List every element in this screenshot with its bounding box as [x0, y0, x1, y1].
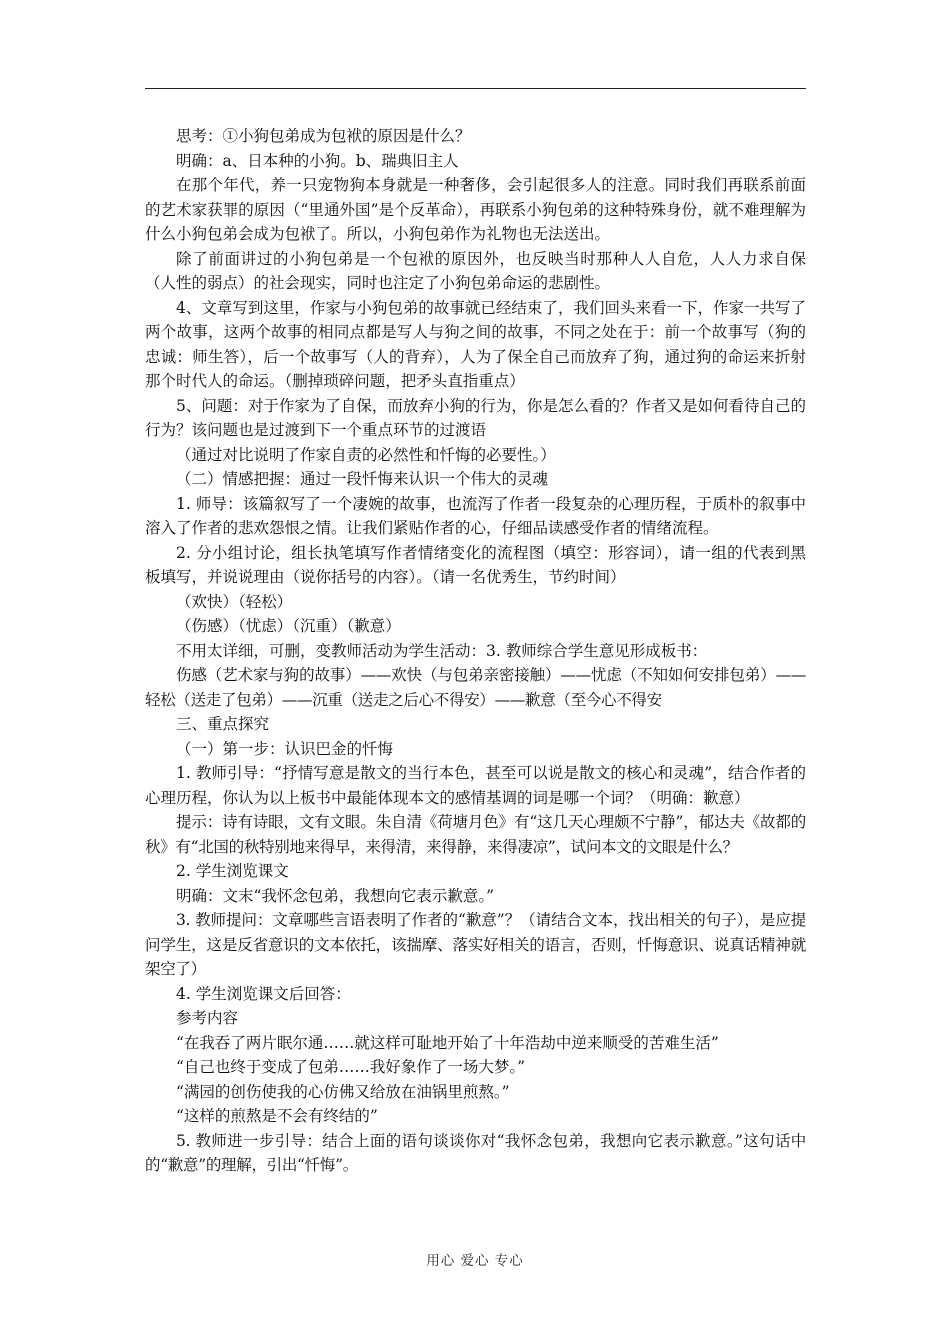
paragraph: 提示：诗有诗眼，文有文眼。朱自清《荷塘月色》有“这几天心理颇不宁静”，郁达夫《故都的秋》有“北国的秋特别地来得早，来得清，来得静，来得凄凉”，试问本文的文眼是什么？ — [145, 813, 806, 856]
paragraph: 2. 学生浏览课文 — [176, 862, 289, 880]
paragraph: 5、问题：对于作家为了自保，而放弃小狗的行为，你是怎么看的？作者又是如何看待自己的行为？该问题也是过渡到下一个重点环节的过渡语 — [145, 396, 806, 439]
quote-line: “这样的煎熬是不会有终结的” — [176, 1107, 378, 1125]
paragraph: 2. 分小组讨论，组长执笔填写作者情绪变化的流程图（填空：形容词），请一组的代表到黑板填写，并说说理由（说你括号的内容）。（请一名优秀生，节约时间） — [145, 543, 806, 586]
paragraph: 1. 教师引导：“抒情写意是散文的当行本色，甚至可以说是散文的核心和灵魂”，结合作者的心理历程，你认为以上板书中最能体现本文的感情基调的词是哪一个词？（明确：歉意） — [145, 764, 806, 807]
paragraph: （伤感）（忧虑）（沉重）（歉意） — [176, 617, 401, 635]
paragraph: 参考内容 — [176, 1009, 239, 1027]
paragraph: 4、文章写到这里，作家与小狗包弟的故事就已经结束了，我们回头来看一下，作家一共写了两个故事，这两个故事的相同点都是写人与狗之间的故事，不同之处在于：前一个故事写（狗的忠诚：师生答），后一个故事写（人的背弃），人为了保全自己而放弃了狗，通过狗的命运来折射那个时代人的命运。（删掉琐碎问题，把矛头直指重点） — [145, 298, 806, 390]
paragraph: 明确：a、日本种的小狗。b、瑞典旧主人 — [176, 151, 459, 170]
paragraph: 1. 师导：该篇叙写了一个凄婉的故事，也流泻了作者一段复杂的心理历程，于质朴的叙事中溶入了作者的悲欢怨恨之情。让我们紧贴作者的心，仔细品读感受作者的情绪流程。 — [145, 494, 806, 537]
quote-line: “满园的创伤使我的心仿佛又给放在油锅里煎熬。” — [176, 1082, 510, 1101]
paragraph: 明确：文末“我怀念包弟，我想向它表示歉意。” — [176, 886, 495, 905]
paragraph: 除了前面讲过的小狗包弟是一个包袱的原因外，也反映当时那种人人自危，人人力求自保（人性的弱点）的社会现实，同时也注定了小狗包弟命运的悲剧性。 — [145, 249, 806, 292]
document-body — [145, 124, 806, 1178]
quote-line: “自己也终于变成了包弟……我好象作了一场大梦。” — [176, 1058, 526, 1076]
page-footer: 用心 爱心 专心 — [426, 1253, 524, 1269]
section-heading: 三、重点探究 — [176, 715, 270, 733]
paragraph: 5. 教师进一步引导：结合上面的语句谈谈你对“我怀念包弟，我想向它表示歉意。”这句话中的“歉意”的理解，引出“忏悔”。 — [145, 1131, 806, 1174]
paragraph: 伤感（艺术家与狗的故事）——欢快（与包弟亲密接触）——忧虑（不知如何安排包弟）——轻松（送走了包弟）——沉重（送走之后心不得安）——歉意（至今心不得安 — [145, 666, 806, 709]
section-heading: （二）情感把握：通过一段忏悔来认识一个伟大的灵魂 — [176, 470, 549, 488]
section-heading: （一）第一步：认识巴金的忏悔 — [176, 739, 394, 758]
paragraph: 不用太详细，可删，变教师活动为学生活动：3. 教师综合学生意见形成板书： — [176, 641, 708, 660]
quote-line: “在我吞了两片眠尔通……就这样可耻地开始了十年浩劫中逆来顺受的苦难生活” — [176, 1033, 719, 1052]
paragraph: （欢快）（轻松） — [176, 592, 293, 611]
paragraph: 思考：①小狗包弟成为包袱的原因是什么？ — [176, 127, 471, 145]
paragraph: 4. 学生浏览课文后回答： — [176, 984, 351, 1003]
paragraph: 3. 教师提问：文章哪些言语表明了作者的“歉意”？（请结合文本，找出相关的句子），是应提问学生，这是反省意识的文本依托，该揣摩、落实好相关的语言，否则，忏悔意识、说真话精神就架空了） — [145, 911, 806, 978]
paragraph: 在那个年代，养一只宠物狗本身就是一种奢侈，会引起很多人的注意。同时我们再联系前面的艺术家获罪的原因（“里通外国”是个反革命），再联系小狗包弟的这种特殊身份，就不难理解为什么小狗包弟会成为包袱了。所以，小狗包弟作为礼物也无法送出。 — [145, 176, 806, 243]
header-rule — [145, 88, 806, 89]
paragraph: （通过对比说明了作家自责的必然性和忏悔的必要性。） — [176, 445, 556, 464]
